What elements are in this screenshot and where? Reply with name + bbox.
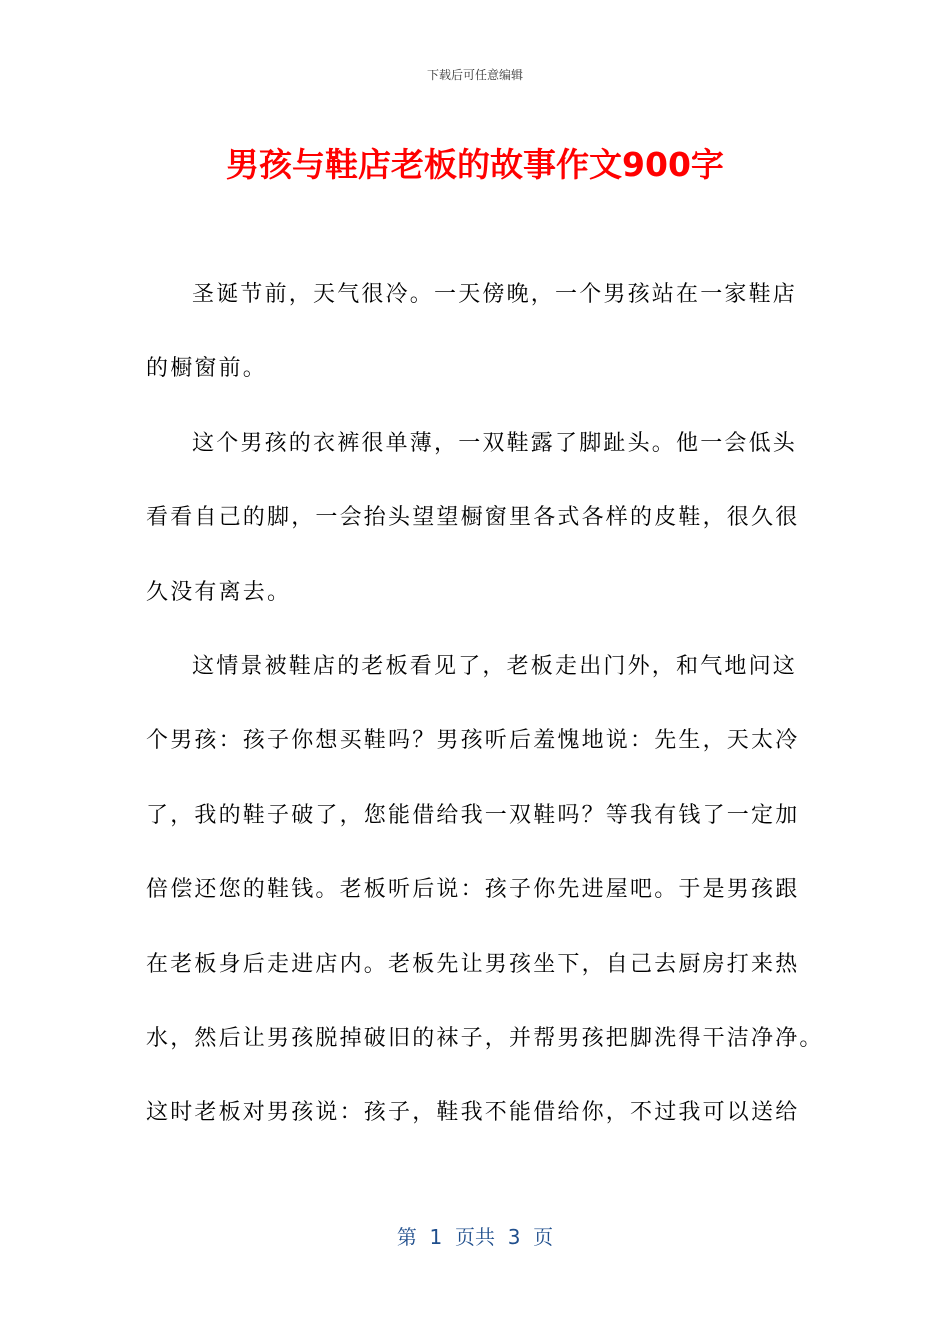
text-line: 个男孩：孩子你想买鞋吗？男孩听后羞愧地说：先生，天太冷 [146,728,800,754]
text-line: 的橱窗前。 [146,356,268,382]
text-line: 这个男孩的衣裤很单薄，一双鞋露了脚趾头。他一会低头 [192,430,798,456]
text-line: 在老板身后走进店内。老板先让男孩坐下，自己去厨房打来热 [146,951,800,977]
text-line: 圣诞节前，天气很冷。一天傍晚，一个男孩站在一家鞋店 [192,282,798,307]
document-title: 男孩与鞋店老板的故事作文900字 [226,145,724,184]
text-line: 水，然后让男孩脱掉破旧的袜子，并帮男孩把脚洗得干洁净净。 [146,1026,824,1052]
text-line: 这情景被鞋店的老板看见了，老板走出门外，和气地问这 [192,654,798,680]
text-line: 倍偿还您的鞋钱。老板听后说：孩子你先进屋吧。于是男孩跟 [146,877,800,903]
text-line: 这时老板对男孩说：孩子，鞋我不能借给你，不过我可以送给 [146,1100,800,1126]
text-line: 看看自己的脚，一会抬头望望橱窗里各式各样的皮鞋，很久很 [146,505,800,531]
paragraph-1 [146,258,806,407]
page-header-note: 下载后可任意编辑 [426,68,523,82]
paragraph-3 [146,630,824,1151]
document-body [146,258,824,1151]
text-line: 了，我的鞋子破了，您能借给我一双鞋吗？等我有钱了一定加 [146,802,800,828]
text-line: 久没有离去。 [146,579,292,605]
paragraph-2 [146,407,806,630]
page-number-footer: 第 1 页共 3 页 [396,1225,554,1249]
